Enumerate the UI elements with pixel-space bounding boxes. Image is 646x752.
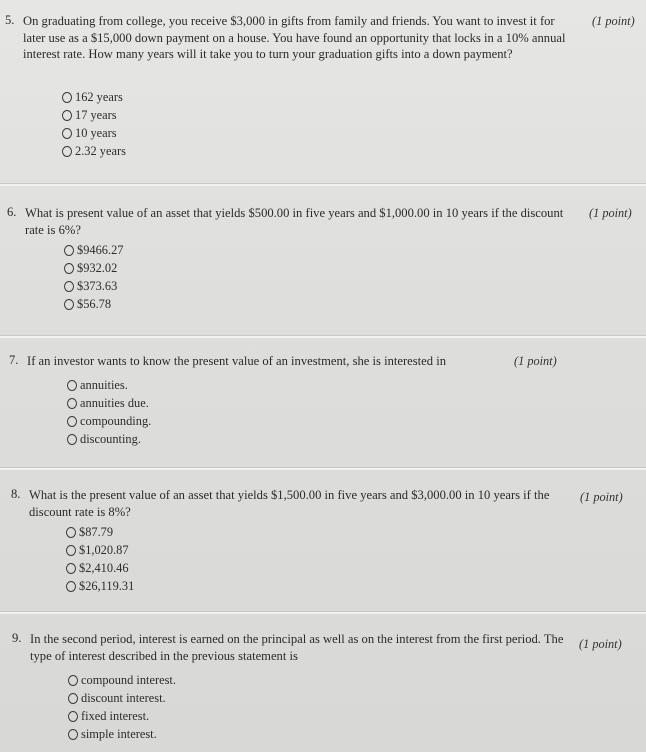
radio-button-icon[interactable] [64, 263, 74, 274]
points-label: (1 point) [514, 354, 557, 368]
answer-option[interactable] [62, 106, 126, 124]
question-text: What is the present value of an asset that yields $1,500.00 in five years and $3,000.00 in 10 years if the discount rate is 8%? [29, 488, 550, 519]
points-label: (1 point) [592, 14, 635, 28]
divider [0, 611, 646, 614]
option-label: fixed interest. [81, 708, 150, 723]
divider [0, 335, 646, 338]
radio-button-icon[interactable] [64, 245, 74, 256]
answer-option[interactable] [62, 88, 126, 106]
option-label: $2,410.46 [79, 560, 129, 575]
question-number: 6. [7, 205, 17, 219]
answer-option[interactable] [66, 523, 134, 541]
divider [0, 183, 646, 186]
question-text: On graduating from college, you receive $3,000 in gifts from family and friends. You want to invest it for later use as a $15,000 down payment on a house. You have found an opportunity that locks in a 10% annual interest rate. How many years will it take you to turn your graduation gifts into a down payment? [23, 14, 566, 61]
option-label: $1,020.87 [79, 542, 129, 557]
question-number: 8. [11, 487, 21, 501]
radio-button-icon[interactable] [64, 281, 74, 292]
answer-option[interactable] [66, 559, 134, 577]
option-label: compound interest. [81, 672, 176, 687]
answer-options [68, 671, 176, 743]
answer-option[interactable] [67, 412, 151, 430]
answer-options [67, 376, 151, 448]
answer-option[interactable] [66, 577, 134, 595]
radio-button-icon[interactable] [68, 693, 78, 704]
radio-button-icon[interactable] [67, 380, 77, 391]
question-text: In the second period, interest is earned on the principal as well as on the interest from the first period. The type of interest described in the previous statement is [30, 632, 564, 663]
option-label: 10 years [75, 125, 117, 140]
answer-option[interactable] [64, 295, 123, 313]
option-label: $373.63 [77, 278, 118, 293]
option-label: $87.79 [79, 524, 114, 539]
answer-option[interactable] [68, 671, 176, 689]
option-label: 2.32 years [75, 143, 126, 158]
option-label: 162 years [75, 89, 123, 104]
points-label: (1 point) [579, 637, 622, 651]
radio-button-icon[interactable] [66, 563, 76, 574]
radio-button-icon[interactable] [66, 581, 76, 592]
answer-options [64, 241, 123, 313]
answer-option[interactable] [67, 430, 151, 448]
radio-button-icon[interactable] [62, 146, 72, 157]
option-label: annuities due. [80, 395, 149, 410]
answer-option[interactable] [62, 124, 126, 142]
answer-option[interactable] [68, 707, 176, 725]
answer-option[interactable] [64, 241, 123, 259]
radio-button-icon[interactable] [68, 675, 78, 686]
radio-button-icon[interactable] [64, 299, 74, 310]
radio-button-icon[interactable] [67, 434, 77, 445]
answer-option[interactable] [64, 277, 123, 295]
answer-option[interactable] [68, 725, 176, 743]
question-text: What is present value of an asset that yields $500.00 in five years and $1,000.00 in 10 years if the discount rate is 6%? [25, 206, 564, 237]
option-label: $26,119.31 [79, 578, 135, 593]
radio-button-icon[interactable] [62, 128, 72, 139]
radio-button-icon[interactable] [62, 110, 72, 121]
radio-button-icon[interactable] [68, 711, 78, 722]
option-label: $56.78 [77, 296, 112, 311]
answer-option[interactable] [64, 259, 123, 277]
option-label: 17 years [75, 107, 117, 122]
answer-options [66, 523, 134, 595]
answer-option[interactable] [67, 394, 151, 412]
points-label: (1 point) [589, 206, 632, 220]
answer-options [62, 88, 126, 160]
question-number: 7. [9, 353, 19, 367]
answer-option[interactable] [66, 541, 134, 559]
radio-button-icon[interactable] [66, 545, 76, 556]
points-label: (1 point) [580, 490, 623, 504]
question-text: If an investor wants to know the present value of an investment, she is interested in [27, 354, 446, 368]
radio-button-icon[interactable] [67, 416, 77, 427]
radio-button-icon[interactable] [66, 527, 76, 538]
question-number: 9. [12, 631, 22, 645]
radio-button-icon[interactable] [67, 398, 77, 409]
option-label: simple interest. [81, 726, 157, 741]
answer-option[interactable] [62, 142, 126, 160]
option-label: compounding. [80, 413, 152, 428]
option-label: $932.02 [77, 260, 118, 275]
radio-button-icon[interactable] [68, 729, 78, 740]
radio-button-icon[interactable] [62, 92, 72, 103]
divider [0, 467, 646, 470]
question-number: 5. [5, 13, 15, 27]
option-label: annuities. [80, 377, 128, 392]
option-label: discount interest. [81, 690, 166, 705]
answer-option[interactable] [68, 689, 176, 707]
option-label: $9466.27 [77, 242, 124, 257]
option-label: discounting. [80, 431, 141, 446]
answer-option[interactable] [67, 376, 151, 394]
